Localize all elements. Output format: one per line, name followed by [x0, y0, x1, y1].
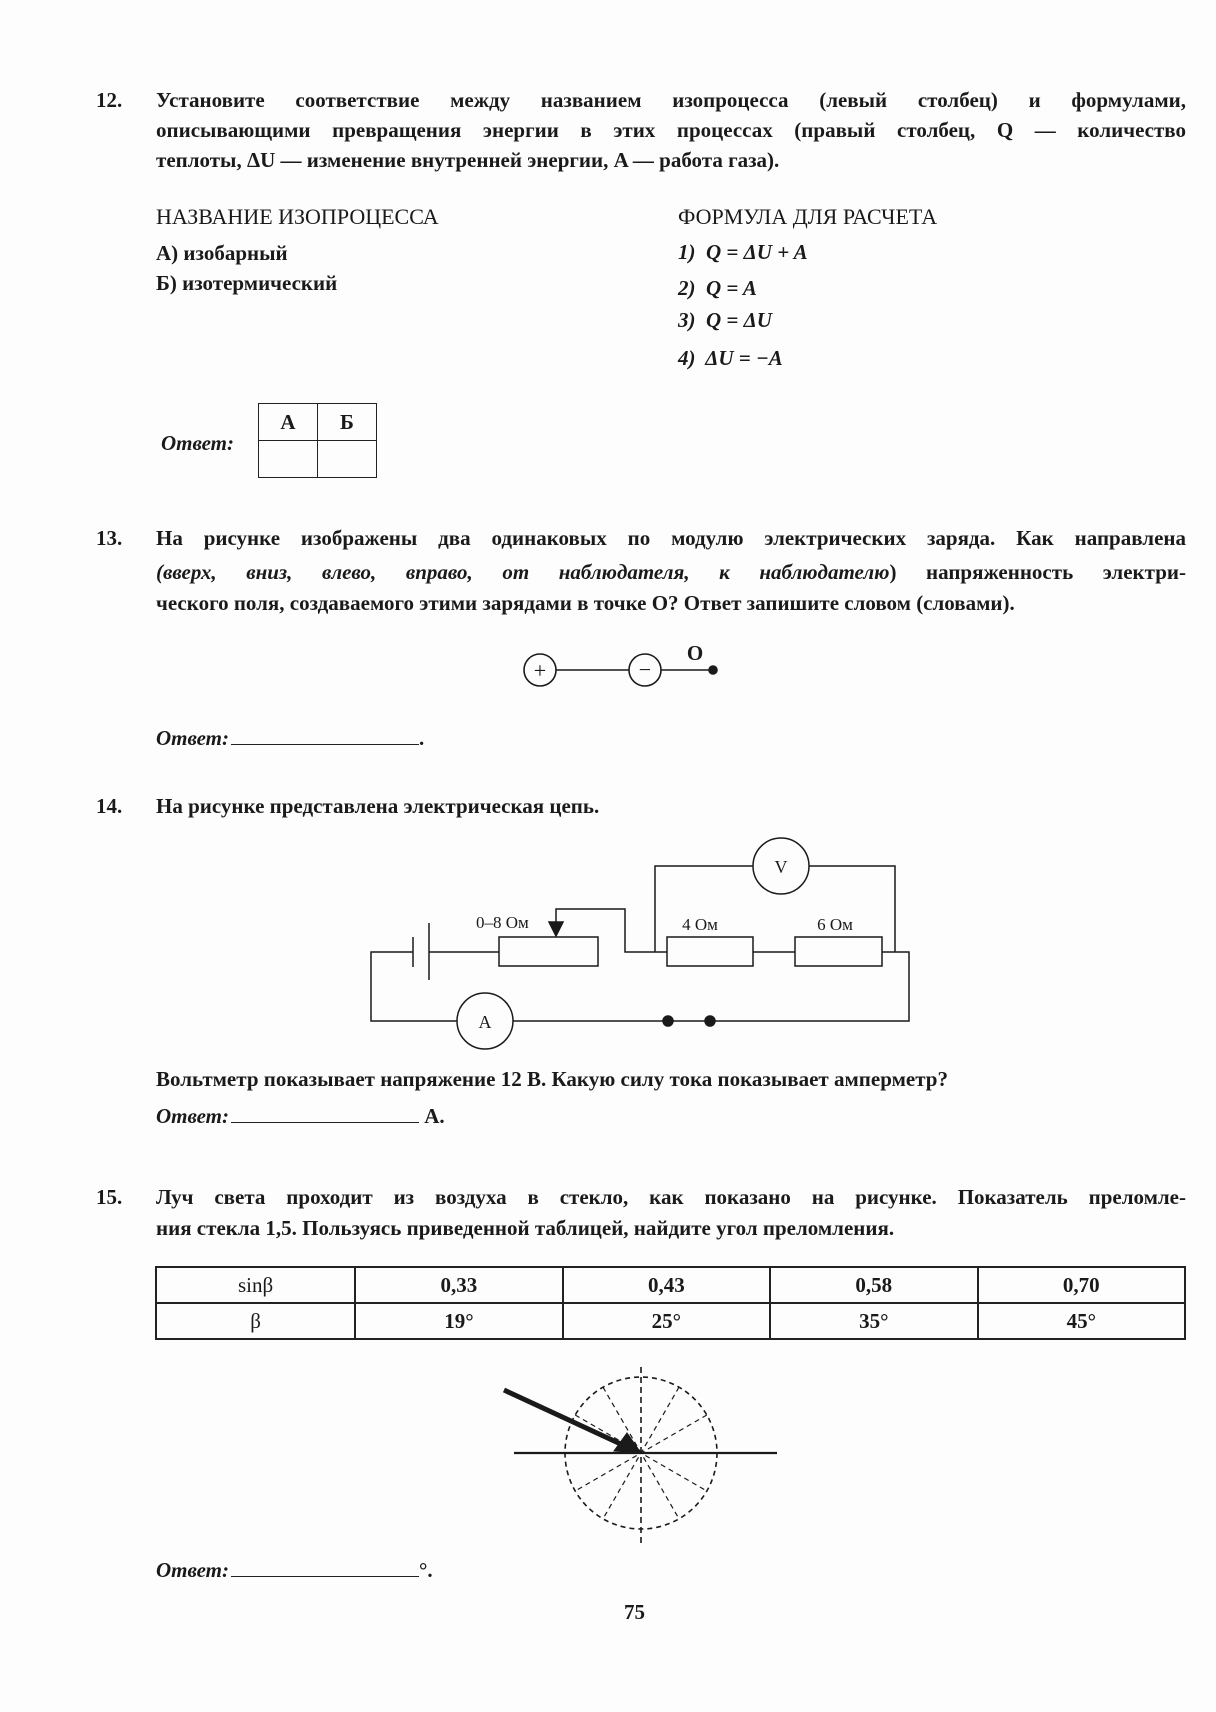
table-cell: 0,33 — [355, 1267, 562, 1303]
resistor-6-ohm — [795, 937, 882, 966]
q14-answer-suffix: А. — [424, 1104, 445, 1128]
q15-number: 15. — [96, 1185, 123, 1209]
right-column-header: ФОРМУЛА ДЛЯ РАСЧЕТА — [678, 204, 938, 229]
q13-text-line: ческого поля, создаваемого этими зарядами в точке О? Ответ запишите словом (словами). — [156, 591, 1015, 615]
ammeter-label: A — [478, 1012, 492, 1032]
q14-answer-label: Ответ: — [156, 1104, 229, 1128]
q12-text-line: описывающими превращения энергии в этих процессах (правый столбец, Q — количество — [156, 118, 1186, 142]
direction-options: (вверх, вниз, влево, вправо, от наблюдателя, к наблюдателю — [156, 560, 890, 584]
plus-sign: + — [533, 658, 547, 683]
voltmeter-wire — [655, 866, 753, 952]
formula-option-2: 2) Q = A — [678, 276, 757, 300]
q14-question: Вольтметр показывает напряжение 12 В. Какую силу тока показывает амперметр? — [156, 1067, 948, 1091]
table-cell: sinβ — [156, 1267, 355, 1303]
q15-text-line: ния стекла 1,5. Пользуясь приведенной таблицей, найдите угол преломления. — [156, 1216, 895, 1240]
resistor-6-ohm-label: 6 Ом — [817, 915, 853, 934]
key-terminal — [663, 1016, 673, 1026]
table-cell: 45° — [978, 1303, 1185, 1339]
process-option-a: А) изобарный — [156, 241, 288, 265]
table-cell: 0,58 — [770, 1267, 977, 1303]
resistor-4-ohm — [667, 937, 753, 966]
page-number: 75 — [624, 1600, 645, 1624]
q12-answer-label: Ответ: — [161, 431, 234, 455]
q15-text-line: Луч света проходит из воздуха в стекло, как показано на рисунке. Показатель преломле- — [156, 1185, 1186, 1209]
process-option-b: Б) изотермический — [156, 271, 338, 295]
rheostat-slider-wire — [556, 909, 667, 952]
q13-answer-label: Ответ: — [156, 726, 229, 750]
q12-text-line: теплоты, ΔU — изменение внутренней энергии, A — работа газа). — [156, 148, 780, 172]
voltmeter-label: V — [774, 857, 788, 877]
table-cell: 35° — [770, 1303, 977, 1339]
slider-arrow-icon — [549, 922, 563, 936]
table-cell: 25° — [563, 1303, 770, 1339]
table-cell: 0,43 — [563, 1267, 770, 1303]
q15-answer-suffix: °. — [419, 1558, 433, 1582]
rheostat-label: 0–8 Ом — [476, 913, 529, 932]
resistor-4-ohm-label: 4 Ом — [682, 915, 718, 934]
table-cell: 19° — [355, 1303, 562, 1339]
formula-option-4: 4) ΔU = −A — [678, 346, 783, 370]
formula-option-1: 1) Q = ΔU + A — [678, 240, 808, 264]
answer-col-b-header: Б — [318, 404, 377, 441]
table-cell: β — [156, 1303, 355, 1339]
minus-sign: − — [638, 657, 652, 682]
circuit-diagram — [371, 838, 909, 1049]
q15-answer-label: Ответ: — [156, 1558, 229, 1582]
point-o — [709, 666, 717, 674]
q13-answer-suffix: . — [419, 726, 425, 750]
q13-text-segment: ) напряженность электри- — [889, 560, 1186, 584]
wire — [371, 952, 457, 1021]
q12-number: 12. — [96, 88, 123, 112]
point-o-label: О — [686, 641, 704, 665]
q12-text-line: Установите соответствие между названием изопроцесса (левый столбец) и формулами, — [156, 88, 1186, 112]
rheostat — [499, 937, 598, 966]
q13-number: 13. — [96, 526, 123, 550]
refraction-diagram — [504, 1367, 777, 1543]
key-terminal — [705, 1016, 715, 1026]
table-cell: 0,70 — [978, 1267, 1185, 1303]
wire — [513, 952, 909, 1021]
answer-col-a-header: А — [259, 404, 318, 441]
q13-text-line: На рисунке изображены два одинаковых по модулю электрических заряда. Как направлена — [156, 526, 1186, 550]
charges-diagram — [524, 641, 717, 686]
light-ray — [504, 1390, 625, 1446]
formula-option-3: 3) Q = ΔU — [678, 308, 772, 332]
left-column-header: НАЗВАНИЕ ИЗОПРОЦЕССА — [156, 204, 439, 229]
q14-number: 14. — [96, 794, 123, 818]
q14-text-line: На рисунке представлена электрическая цепь. — [156, 794, 600, 818]
